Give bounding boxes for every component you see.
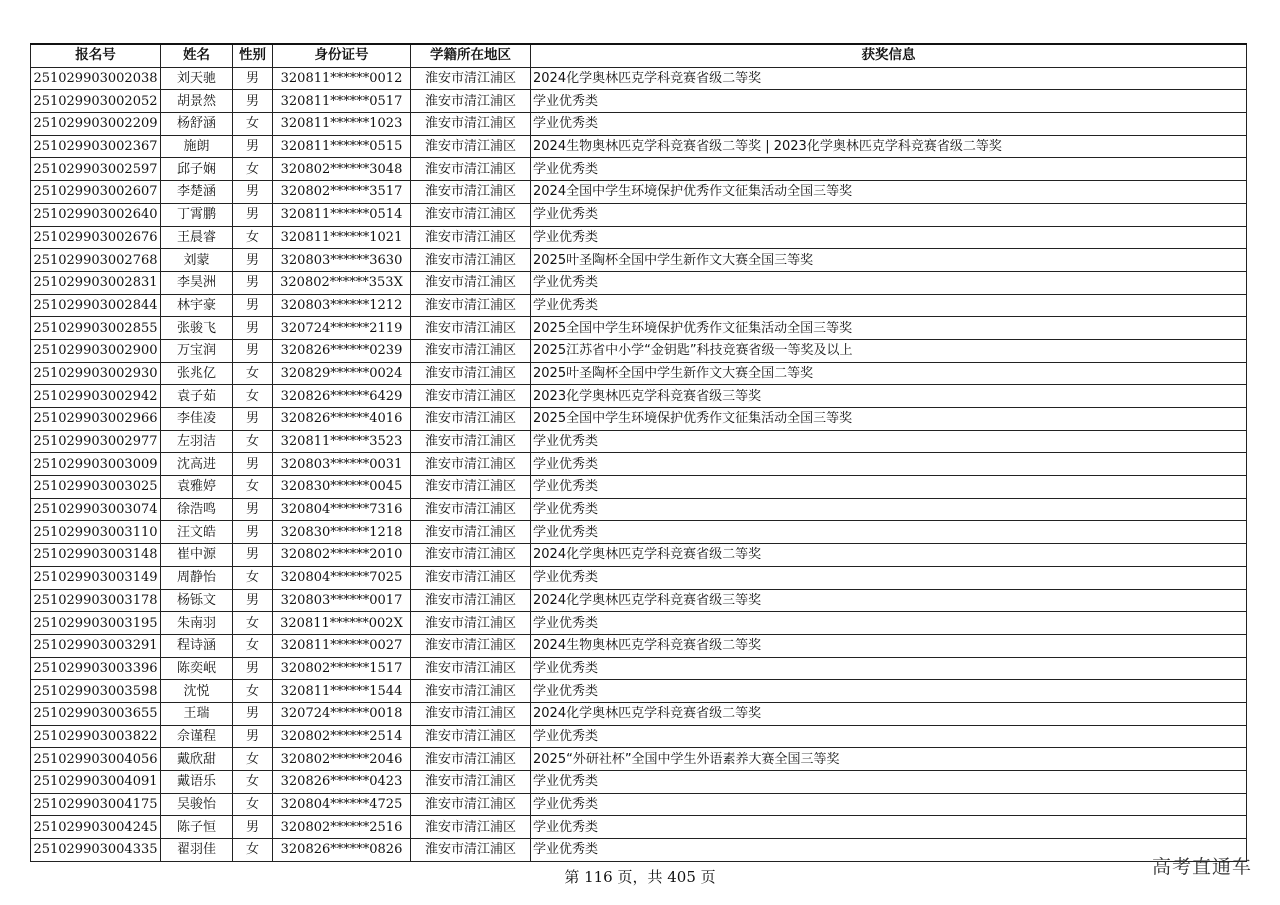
name-cell: 刘蒙 [161,249,233,272]
award-info-cell: 学业优秀类 [531,816,1247,839]
region-cell: 淮安市清江浦区 [411,702,531,725]
gender-cell: 男 [233,725,273,748]
award-info-cell: 学业优秀类 [531,271,1247,294]
region-cell: 淮安市清江浦区 [411,203,531,226]
region-cell: 淮安市清江浦区 [411,612,531,635]
registration-number-cell: 251029903002209 [31,113,161,136]
region-cell: 淮安市清江浦区 [411,498,531,521]
id-number-cell: 320826******0239 [273,339,411,362]
roster-table [30,43,1247,862]
award-info-cell: 2024化学奥林匹克学科竞赛省级三等奖 [531,589,1247,612]
id-number-cell: 320804******4725 [273,793,411,816]
id-number-cell: 320811******0514 [273,203,411,226]
registration-number-cell: 251029903003074 [31,498,161,521]
registration-number-cell: 251029903003655 [31,702,161,725]
page-number: 第 116 页，共 405 页 [564,868,716,886]
region-cell: 淮安市清江浦区 [411,408,531,431]
name-cell: 戴语乐 [161,771,233,794]
gender-cell: 男 [233,657,273,680]
award-info-cell: 2024化学奥林匹克学科竞赛省级二等奖 [531,67,1247,90]
region-cell: 淮安市清江浦区 [411,521,531,544]
name-cell: 左羽洁 [161,430,233,453]
id-number-cell: 320803******3630 [273,249,411,272]
award-info-cell: 学业优秀类 [531,294,1247,317]
id-number-cell: 320826******6429 [273,385,411,408]
gender-cell: 男 [233,181,273,204]
table-row [31,680,1247,703]
id-number-cell: 320811******0027 [273,634,411,657]
table-row [31,521,1247,544]
id-number-cell: 320804******7316 [273,498,411,521]
gender-cell: 男 [233,294,273,317]
region-cell: 淮安市清江浦区 [411,476,531,499]
name-cell: 李楚涵 [161,181,233,204]
name-cell: 胡景然 [161,90,233,113]
id-number-cell: 320803******0031 [273,453,411,476]
region-cell: 淮安市清江浦区 [411,294,531,317]
registration-number-cell: 251029903004056 [31,748,161,771]
gender-cell: 男 [233,589,273,612]
name-cell: 王晨睿 [161,226,233,249]
table-row [31,158,1247,181]
table-row [31,612,1247,635]
id-number-cell: 320811******3523 [273,430,411,453]
region-cell: 淮安市清江浦区 [411,181,531,204]
region-cell: 淮安市清江浦区 [411,249,531,272]
award-info-cell: 2024化学奥林匹克学科竞赛省级二等奖 [531,544,1247,567]
gender-cell: 女 [233,430,273,453]
registration-number-cell: 251029903003598 [31,680,161,703]
name-cell: 袁雅婷 [161,476,233,499]
registration-number-cell: 251029903002640 [31,203,161,226]
name-cell: 沈悦 [161,680,233,703]
id-number-cell: 320811******0517 [273,90,411,113]
table-row [31,725,1247,748]
region-cell: 淮安市清江浦区 [411,725,531,748]
gender-cell: 女 [233,793,273,816]
gender-cell: 男 [233,498,273,521]
region-cell: 淮安市清江浦区 [411,748,531,771]
registration-number-cell: 251029903002607 [31,181,161,204]
registration-number-cell: 251029903002768 [31,249,161,272]
award-info-cell: 学业优秀类 [531,430,1247,453]
registration-number-cell: 251029903002966 [31,408,161,431]
gender-cell: 男 [233,203,273,226]
region-cell: 淮安市清江浦区 [411,90,531,113]
id-number-cell: 320802******2514 [273,725,411,748]
award-info-cell: 2025全国中学生环境保护优秀作文征集活动全国三等奖 [531,408,1247,431]
region-cell: 淮安市清江浦区 [411,589,531,612]
id-number-cell: 320811******0515 [273,135,411,158]
award-info-cell: 2023化学奥林匹克学科竞赛省级三等奖 [531,385,1247,408]
registration-number-cell: 251029903002676 [31,226,161,249]
id-number-cell: 320811******1021 [273,226,411,249]
name-cell: 崔中源 [161,544,233,567]
award-info-cell: 学业优秀类 [531,90,1247,113]
region-cell: 淮安市清江浦区 [411,339,531,362]
name-cell: 袁子茹 [161,385,233,408]
name-cell: 程诗涵 [161,634,233,657]
header-award-info: 获奖信息 [531,44,1247,67]
gender-cell: 男 [233,408,273,431]
award-info-cell: 学业优秀类 [531,476,1247,499]
id-number-cell: 320724******0018 [273,702,411,725]
name-cell: 佘谨程 [161,725,233,748]
name-cell: 施朗 [161,135,233,158]
gender-cell: 男 [233,702,273,725]
name-cell: 林宇豪 [161,294,233,317]
gender-cell: 男 [233,317,273,340]
registration-number-cell: 251029903002930 [31,362,161,385]
header-name: 姓名 [161,44,233,67]
gender-cell: 男 [233,544,273,567]
id-number-cell: 320830******0045 [273,476,411,499]
award-info-cell: 学业优秀类 [531,498,1247,521]
award-info-cell: 2025江苏省中小学“金钥匙”科技竞赛省级一等奖及以上 [531,339,1247,362]
region-cell: 淮安市清江浦区 [411,67,531,90]
gender-cell: 女 [233,612,273,635]
table-row [31,113,1247,136]
table-row [31,657,1247,680]
registration-number-cell: 251029903004335 [31,839,161,862]
region-cell: 淮安市清江浦区 [411,839,531,862]
region-cell: 淮安市清江浦区 [411,430,531,453]
registration-number-cell: 251029903004175 [31,793,161,816]
gender-cell: 男 [233,816,273,839]
award-info-cell: 学业优秀类 [531,203,1247,226]
award-info-cell: 2025叶圣陶杯全国中学生新作文大赛全国三等奖 [531,249,1247,272]
gender-cell: 女 [233,839,273,862]
gender-cell: 女 [233,748,273,771]
registration-number-cell: 251029903002900 [31,339,161,362]
table-row [31,430,1247,453]
registration-number-cell: 251029903003148 [31,544,161,567]
table-row [31,498,1247,521]
gender-cell: 男 [233,249,273,272]
table-row [31,385,1247,408]
name-cell: 丁霄鹏 [161,203,233,226]
gender-cell: 女 [233,680,273,703]
gender-cell: 男 [233,90,273,113]
award-info-cell: 学业优秀类 [531,771,1247,794]
table-row [31,634,1247,657]
registration-number-cell: 251029903003009 [31,453,161,476]
table-row [31,317,1247,340]
region-cell: 淮安市清江浦区 [411,544,531,567]
id-number-cell: 320803******0017 [273,589,411,612]
award-info-cell: 学业优秀类 [531,839,1247,862]
award-info-cell: 学业优秀类 [531,226,1247,249]
table-row [31,181,1247,204]
name-cell: 徐浩鸣 [161,498,233,521]
gender-cell: 女 [233,771,273,794]
registration-number-cell: 251029903003178 [31,589,161,612]
table-row [31,362,1247,385]
registration-number-cell: 251029903002597 [31,158,161,181]
award-info-cell: 学业优秀类 [531,657,1247,680]
award-info-cell: 2025全国中学生环境保护优秀作文征集活动全国三等奖 [531,317,1247,340]
registration-number-cell: 251029903002052 [31,90,161,113]
id-number-cell: 320802******2516 [273,816,411,839]
registration-number-cell: 251029903004245 [31,816,161,839]
name-cell: 万宝润 [161,339,233,362]
watermark-logo-text: 高考直通车 [1151,856,1252,878]
registration-number-cell: 251029903003110 [31,521,161,544]
id-number-cell: 320802******2046 [273,748,411,771]
region-cell: 淮安市清江浦区 [411,793,531,816]
table-row [31,816,1247,839]
region-cell: 淮安市清江浦区 [411,566,531,589]
id-number-cell: 320826******0423 [273,771,411,794]
registration-number-cell: 251029903002977 [31,430,161,453]
award-info-cell: 学业优秀类 [531,725,1247,748]
table-row [31,67,1247,90]
award-info-cell: 学业优秀类 [531,612,1247,635]
region-cell: 淮安市清江浦区 [411,657,531,680]
id-number-cell: 320802******3517 [273,181,411,204]
registration-number-cell: 251029903003149 [31,566,161,589]
registration-number-cell: 251029903002942 [31,385,161,408]
name-cell: 吴骏怡 [161,793,233,816]
award-info-cell: 学业优秀类 [531,453,1247,476]
award-info-cell: 学业优秀类 [531,158,1247,181]
id-number-cell: 320802******3048 [273,158,411,181]
registration-number-cell: 251029903002855 [31,317,161,340]
table-row [31,566,1247,589]
registration-number-cell: 251029903003025 [31,476,161,499]
table-row [31,408,1247,431]
region-cell: 淮安市清江浦区 [411,771,531,794]
name-cell: 陈子恒 [161,816,233,839]
region-cell: 淮安市清江浦区 [411,271,531,294]
name-cell: 邱子娴 [161,158,233,181]
registration-number-cell: 251029903003291 [31,634,161,657]
registration-number-cell: 251029903002844 [31,294,161,317]
region-cell: 淮安市清江浦区 [411,362,531,385]
gender-cell: 女 [233,226,273,249]
gender-cell: 女 [233,476,273,499]
table-row [31,702,1247,725]
table-header-row [31,44,1247,67]
table-row [31,453,1247,476]
award-info-cell: 2025“外研社杯”全国中学生外语素养大赛全国三等奖 [531,748,1247,771]
table-row [31,589,1247,612]
header-id-number: 身份证号 [273,44,411,67]
table-row [31,544,1247,567]
gender-cell: 女 [233,566,273,589]
region-cell: 淮安市清江浦区 [411,158,531,181]
table-body [31,67,1247,861]
registration-number-cell: 251029903004091 [31,771,161,794]
gender-cell: 男 [233,453,273,476]
name-cell: 周静怡 [161,566,233,589]
region-cell: 淮安市清江浦区 [411,226,531,249]
id-number-cell: 320802******1517 [273,657,411,680]
id-number-cell: 320802******2010 [273,544,411,567]
table-row [31,271,1247,294]
award-info-cell: 2024全国中学生环境保护优秀作文征集活动全国三等奖 [531,181,1247,204]
name-cell: 戴欣甜 [161,748,233,771]
table-row [31,339,1247,362]
name-cell: 杨舒涵 [161,113,233,136]
id-number-cell: 320811******0012 [273,67,411,90]
id-number-cell: 320811******1544 [273,680,411,703]
name-cell: 杨铄文 [161,589,233,612]
name-cell: 张兆亿 [161,362,233,385]
id-number-cell: 320811******1023 [273,113,411,136]
header-region: 学籍所在地区 [411,44,531,67]
id-number-cell: 320826******4016 [273,408,411,431]
table-row [31,793,1247,816]
table-row [31,226,1247,249]
id-number-cell: 320803******1212 [273,294,411,317]
region-cell: 淮安市清江浦区 [411,113,531,136]
region-cell: 淮安市清江浦区 [411,453,531,476]
table-row [31,203,1247,226]
id-number-cell: 320811******002X [273,612,411,635]
gender-cell: 女 [233,634,273,657]
award-info-cell: 学业优秀类 [531,793,1247,816]
registration-number-cell: 251029903002367 [31,135,161,158]
award-info-cell: 学业优秀类 [531,566,1247,589]
gender-cell: 男 [233,67,273,90]
table-row [31,90,1247,113]
award-info-cell: 学业优秀类 [531,680,1247,703]
name-cell: 陈奕岷 [161,657,233,680]
table-row [31,249,1247,272]
id-number-cell: 320829******0024 [273,362,411,385]
name-cell: 刘天驰 [161,67,233,90]
registration-number-cell: 251029903003822 [31,725,161,748]
registration-number-cell: 251029903002831 [31,271,161,294]
name-cell: 翟羽佳 [161,839,233,862]
name-cell: 王瑞 [161,702,233,725]
region-cell: 淮安市清江浦区 [411,135,531,158]
award-info-cell: 2024生物奥林匹克学科竞赛省级二等奖 [531,634,1247,657]
registration-number-cell: 251029903003396 [31,657,161,680]
region-cell: 淮安市清江浦区 [411,816,531,839]
name-cell: 李佳凌 [161,408,233,431]
id-number-cell: 320804******7025 [273,566,411,589]
gender-cell: 女 [233,113,273,136]
award-info-cell: 2024化学奥林匹克学科竞赛省级二等奖 [531,702,1247,725]
table-row [31,476,1247,499]
region-cell: 淮安市清江浦区 [411,634,531,657]
name-cell: 张骏飞 [161,317,233,340]
region-cell: 淮安市清江浦区 [411,385,531,408]
id-number-cell: 320724******2119 [273,317,411,340]
award-info-cell: 2024生物奥林匹克学科竞赛省级二等奖 | 2023化学奥林匹克学科竞赛省级二等奖 [531,135,1247,158]
name-cell: 李昊洲 [161,271,233,294]
region-cell: 淮安市清江浦区 [411,317,531,340]
region-cell: 淮安市清江浦区 [411,680,531,703]
id-number-cell: 320830******1218 [273,521,411,544]
table-row [31,839,1247,862]
table-row [31,294,1247,317]
gender-cell: 女 [233,385,273,408]
id-number-cell: 320826******0826 [273,839,411,862]
name-cell: 汪文皓 [161,521,233,544]
gender-cell: 男 [233,521,273,544]
gender-cell: 女 [233,158,273,181]
id-number-cell: 320802******353X [273,271,411,294]
gender-cell: 女 [233,362,273,385]
award-info-cell: 学业优秀类 [531,113,1247,136]
table-row [31,135,1247,158]
gender-cell: 男 [233,339,273,362]
table-row [31,748,1247,771]
registration-number-cell: 251029903002038 [31,67,161,90]
gender-cell: 男 [233,135,273,158]
table-row [31,771,1247,794]
name-cell: 沈高进 [161,453,233,476]
header-gender: 性别 [233,44,273,67]
name-cell: 朱南羽 [161,612,233,635]
award-info-cell: 学业优秀类 [531,521,1247,544]
header-registration-number: 报名号 [31,44,161,67]
award-info-cell: 2025叶圣陶杯全国中学生新作文大赛全国二等奖 [531,362,1247,385]
registration-number-cell: 251029903003195 [31,612,161,635]
gender-cell: 男 [233,271,273,294]
